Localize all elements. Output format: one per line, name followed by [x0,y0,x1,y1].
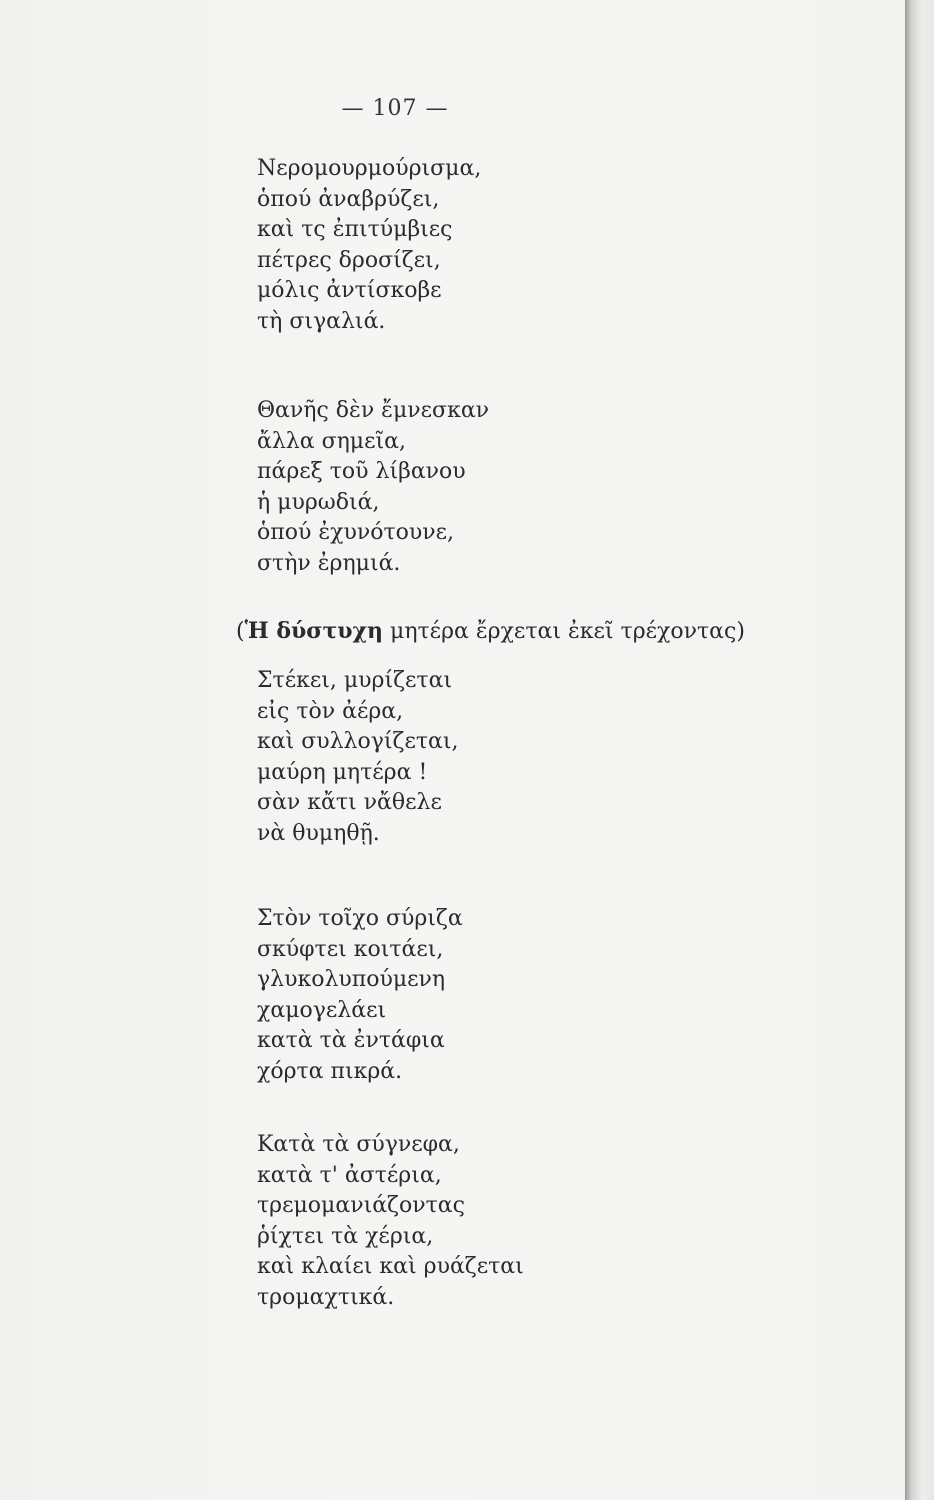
verse-line: νὰ θυμηθῇ. [257,820,380,846]
page-edge [905,0,934,1500]
stage-direction-bold: Ἡ δύστυχη [244,618,384,644]
verse-line: κατὰ τ' ἀστέρια, [257,1162,442,1188]
verse-line: τὴ σιγαλιά. [257,308,386,334]
verse-line: Στέκει, μυρίζεται [257,668,453,693]
verse-line: ἡ μυρωδιά, [257,489,380,515]
verse-line: μόλις ἀντίσκοβε [257,278,442,304]
verse-line: χαμογελάει [257,997,387,1023]
stanza-2 [257,396,489,580]
verse-line: κατὰ τὰ ἐντάφια [257,1028,445,1054]
verse-line: χόρτα πικρά. [257,1058,403,1084]
stage-direction-rest: μητέρα ἔρχεται ἐκεῖ τρέχοντας) [383,619,745,644]
verse-line: ῥίχτει τὰ χέρια, [257,1223,434,1249]
verse-line: ἄλλα σημεῖα, [257,428,406,454]
verse-line: σὰν κἄτι νἄθελε [257,790,442,816]
stanza-3 [257,666,459,850]
verse-line: Νερομουρμούρισμα, [257,156,482,181]
verse-line: καὶ τς ἐπιτύμβιες [257,217,453,243]
verse-line: στὴν ἐρημιά. [257,550,401,576]
stage-direction-open: ( [236,619,245,644]
verse-line: πάρεξ τοῦ λίβανου [257,459,466,485]
verse-line: Θανῆς δὲν ἔμνεσκαν [257,398,490,423]
verse-line: πέτρες δροσίζει, [257,247,441,273]
verse-line: ὁπού ἐχυνότουνε, [257,520,455,546]
page-number: — 107 — [341,96,449,121]
stanza-4 [257,904,463,1088]
verse-line: καὶ κλαίει καὶ ρυάζεται [257,1254,524,1280]
verse-line: εἰς τὸν ἀέρα, [257,698,404,724]
verse-line: μαύρη μητέρα ! [257,759,428,785]
stage-direction [236,616,745,647]
verse-line: καὶ συλλογίζεται, [257,729,459,755]
verse-line: τρομαχτικά. [257,1284,395,1310]
verse-line: τρεμομανιάζοντας [257,1193,465,1219]
verse-line: σκύφτει κοιτάει, [257,936,444,962]
verse-line: Στὸν τοῖχο σύριζα [257,906,463,931]
verse-line: ὁπού ἀναβρύζει, [257,186,440,212]
verse-line: Κατὰ τὰ σύγνεφα, [257,1132,460,1157]
stanza-1 [257,154,481,338]
stanza-5 [257,1130,524,1314]
verse-line: γλυκολυπούμενη [257,967,446,993]
